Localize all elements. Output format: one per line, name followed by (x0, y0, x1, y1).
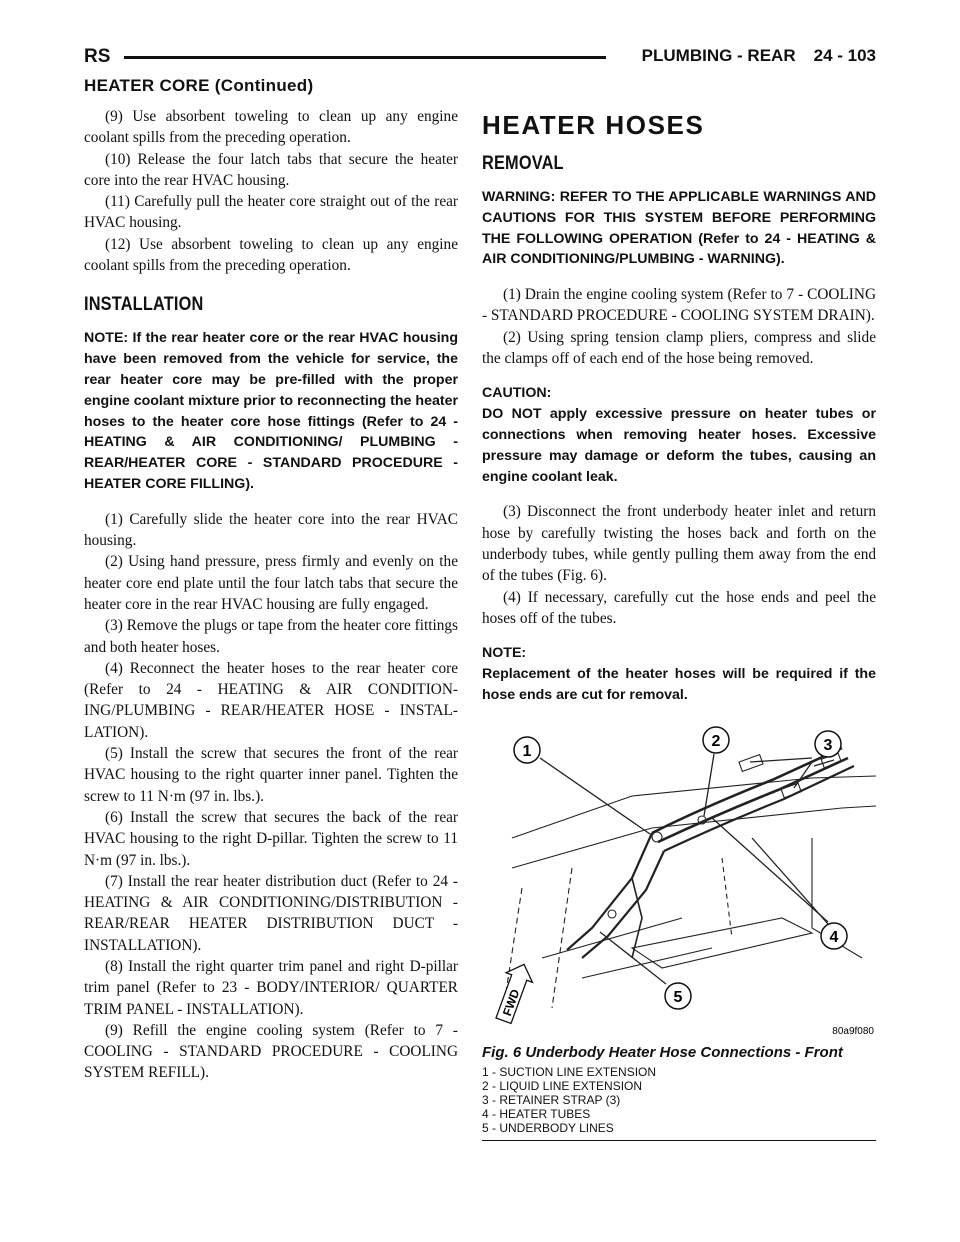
heater-tube-a (652, 748, 842, 833)
removal-step-3: (3) Disconnect the front underbody heater inlet and return hose by carefully twisting the hoses back and forth on the underbody tubes, while gently pulling them away from the end of the tubes (Fig. 6). (482, 503, 876, 585)
spacer (482, 369, 876, 383)
install-step-4: (4) Reconnect the heater hoses to the rear heater core (Refer to 24 - HEATING & AIR CONDITIONING/PLUMBING - REAR/HEATER HOSE - INSTALLATION). (84, 659, 458, 741)
fwd-label: FWD (499, 986, 523, 1018)
retainer-strap-1 (739, 754, 763, 771)
page-header (84, 46, 876, 68)
legend-item: 3 - RETAINER STRAP (3) (482, 1092, 621, 1107)
note-label: NOTE: (482, 645, 527, 662)
crossbar-2 (582, 948, 712, 978)
removal-step-2: (2) Using spring tension clamp pliers, compress and slide the clamps off of each end of the hose being removed. (482, 328, 876, 368)
figure-6 (482, 718, 876, 1040)
install-step-9: (9) Refill the engine cooling system (Refer to 7 - COOLING - STANDARD PROCEDURE - COOLING SYSTEM REFILL). (84, 1021, 458, 1082)
intro-step-11: (11) Carefully pull the heater core straight out of the rear HVAC housing. (84, 193, 458, 232)
spacer (482, 629, 876, 643)
removal-step-1: (1) Drain the engine cooling system (Refer to 7 - COOLING - STANDARD PROCEDURE - COOLING SYSTEM DRAIN). (482, 286, 876, 325)
install-step-6: (6) Install the screw that secures the back of the rear HVAC housing to the right D-pillar. Tighten the screw to 11 N·m (97 in. lbs.). (84, 808, 458, 869)
right-column (482, 110, 876, 1141)
leader-4b (752, 838, 828, 924)
leader-5 (600, 932, 666, 984)
figure-legend (482, 1065, 876, 1141)
installation-note: NOTE: If the rear heater core or the rear HVAC housing have been removed from the vehicle for service, the rear heater core may be pre-filled with the proper engine coolant mixture prior to reconnecting the heater hoses to the heater core hose fittings (Refer to 24 - HEATING & AIR CONDITIONING/ PLUMBING - REAR/HEATER CORE - STANDARD PROCEDURE - HEATER CORE FILLING). (84, 330, 458, 492)
install-step-1: (1) Carefully slide the heater core into the rear HVAC housing. (84, 510, 458, 550)
heater-tube-b (658, 758, 848, 842)
header-rule (124, 56, 606, 59)
callout-2: 2 (711, 732, 721, 750)
fitting-3 (608, 910, 616, 918)
note-block (482, 643, 876, 705)
header-title: PLUMBING - REAR (641, 46, 796, 65)
frame-rail-mid (552, 868, 572, 1008)
install-step-5: (5) Install the screw that secures the front of the rear HVAC housing to the right quarter inner panel. Tighten the screw to 11 N·m (97 in. lbs.). (84, 745, 458, 805)
legend-item: 4 - HEATER TUBES (482, 1107, 591, 1122)
figure-caption: Fig. 6 Underbody Heater Hose Connections - Front (482, 1043, 843, 1061)
heater-hoses-heading: HEATER HOSES (482, 110, 705, 140)
underbody-hose-illustration (482, 718, 876, 1040)
legend-item: 2 - LIQUID LINE EXTENSION (482, 1078, 643, 1093)
callout-3: 3 (823, 736, 833, 754)
section-code: RS (84, 46, 111, 67)
removal-heading: REMOVAL (482, 153, 564, 174)
retainer-strap-2 (781, 783, 801, 798)
leader-4a (712, 818, 828, 922)
install-step-3: (3) Remove the plugs or tape from the heater core fittings and both heater hoses. (84, 617, 458, 656)
intro-step-12: (12) Use absorbent toweling to clean up any engine coolant spills from the preceding operation. (84, 235, 458, 275)
legend-item: 5 - UNDERBODY LINES (482, 1121, 614, 1136)
install-step-2: (2) Using hand pressure, press firmly and evenly on the heater core end plate until the four latch tabs that secure the heater core in the rear HVAC housing are fully engaged. (84, 553, 458, 613)
body-line (722, 858, 732, 938)
continued-title: HEATER CORE (Continued) (84, 76, 314, 95)
page-number: 24 - 103 (813, 46, 876, 65)
removal-step-4: (4) If necessary, carefully cut the hose ends and peel the hoses off of the tubes. (482, 588, 876, 627)
callout-4: 4 (829, 928, 839, 946)
intro-step-9: (9) Use absorbent toweling to clean up any engine coolant spills from the preceding operation. (84, 108, 458, 147)
note-text: Replacement of the heater hoses will be required if the hose ends are cut for removal. (482, 665, 876, 703)
underbody-line-b (582, 851, 664, 958)
installation-heading: INSTALLATION (84, 294, 204, 316)
spacer (482, 487, 876, 501)
underbody-line-a (567, 833, 652, 950)
caution-block (482, 383, 876, 487)
caution-label: CAUTION: (482, 385, 552, 402)
spacer (84, 495, 458, 509)
left-column (84, 106, 458, 1084)
spacer (482, 270, 876, 284)
install-step-7: (7) Install the rear heater distribution duct (Refer to 24 - HEATING & AIR CONDITIONING/DISTRIBUTION - REAR/REAR HEATER DISTRIBUTION DUCT - INSTALLATION). (84, 872, 458, 954)
intro-step-10: (10) Release the four latch tabs that secure the heater core into the rear HVAC housing. (84, 150, 458, 189)
fwd-arrow (490, 959, 537, 1025)
caution-text: DO NOT apply excessive pressure on heater tubes or connections when removing heater hoses. Excessive pressure may damage or deform the tubes, causing an engine coolant leak. (482, 406, 876, 485)
header-right (642, 46, 876, 66)
leader-3a (750, 758, 812, 762)
install-step-8: (8) Install the right quarter trim panel and right D-pillar trim panel (Refer to 23 - BODY/INTERIOR/ QUARTER TRIM PANEL - INSTALLATION). (84, 957, 458, 1018)
removal-warning: WARNING: REFER TO THE APPLICABLE WARNINGS AND CAUTIONS FOR THIS SYSTEM BEFORE PERFORMING THE FOLLOWING OPERATION (Refer to 24 - HEATING & AIR CONDITIONING/PLUMBING - WARNING). (482, 189, 876, 268)
floor-pan-edge (512, 776, 876, 838)
heater-tube-c (664, 766, 854, 851)
figure-code: 80a9f080 (832, 1025, 874, 1037)
legend-item: 1 - SUCTION LINE EXTENSION (482, 1064, 657, 1079)
callout-5: 5 (673, 988, 683, 1006)
crossbar (542, 918, 682, 958)
fitting-1 (652, 832, 662, 842)
callout-1: 1 (522, 742, 532, 760)
